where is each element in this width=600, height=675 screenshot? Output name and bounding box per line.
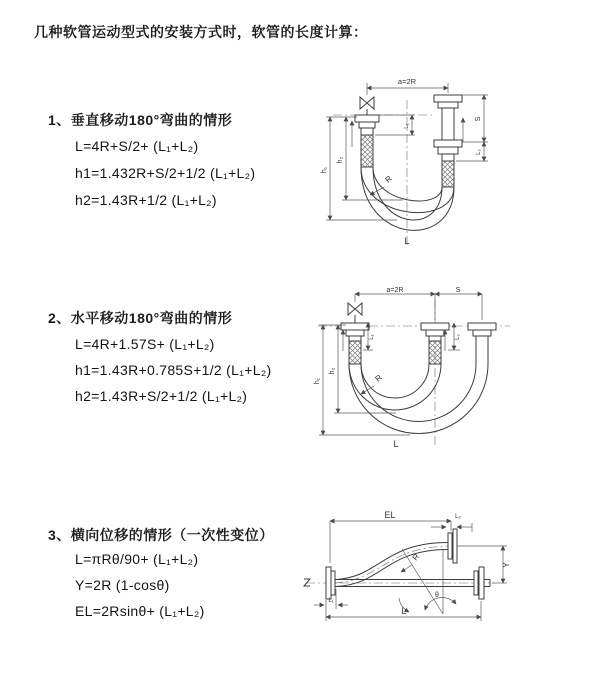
section2-formula-L: L=4R+1.57S+ (L₁+L₂) — [75, 336, 215, 352]
diagram-horizontal-180-bend — [310, 283, 600, 453]
dim-label-y: Y — [502, 562, 511, 568]
flange — [355, 115, 379, 122]
radius-label: R — [383, 173, 394, 185]
hose-u-bend — [361, 167, 454, 230]
dim-label-span: a=2R — [397, 77, 417, 86]
angle-label: θ — [435, 592, 439, 599]
length-label: L — [393, 439, 399, 449]
dimensions — [321, 77, 488, 246]
centerlines — [333, 100, 433, 248]
dim-label-l1: L₁ — [369, 334, 375, 340]
flange — [434, 140, 462, 147]
section2-formula-h1: h1=1.43R+0.785S+1/2 (L₁+L₂) — [75, 362, 272, 378]
angle-arc — [425, 597, 456, 610]
section1-formula-L: L=4R+S/2+ (L₁+L₂) — [75, 138, 199, 154]
radius-label: R — [373, 372, 384, 384]
section1-formula-h1: h1=1.432R+S/2+1/2 (L₁+L₂) — [75, 165, 256, 181]
valve-icon — [348, 303, 355, 315]
flange — [341, 323, 369, 330]
dim-label-l1: L₁ — [404, 123, 410, 129]
top-flange — [448, 529, 457, 563]
section3-formula-EL: EL=2Rsinθ+ (L₁+L₂) — [75, 603, 205, 619]
section3-formula-L: L=πRθ/90+ (L₁+L₂) — [75, 551, 199, 567]
section2-formula-h2: h2=1.43R+S/2+1/2 (L₁+L₂) — [75, 388, 248, 404]
dim-label-l2: L₂ — [455, 514, 461, 520]
section2-heading: 2、水平移动180°弯曲的情形 — [48, 310, 233, 326]
dim-label-h1: h₁ — [321, 166, 328, 174]
dim-label-h2: h₂ — [337, 156, 344, 164]
flange — [434, 95, 462, 102]
braided-hose-section — [442, 161, 454, 187]
right-flange — [474, 567, 484, 599]
length-label: L — [401, 606, 407, 616]
centerlines — [318, 300, 510, 447]
dimensions — [314, 287, 482, 449]
hose-u-bends — [349, 364, 488, 434]
braided-hose-section — [361, 135, 373, 167]
dim-label-s: S — [475, 116, 482, 122]
centerline-break — [304, 579, 310, 586]
left-pipe-end — [341, 303, 369, 364]
section3-heading: 3、横向位移的情形（一次性变位） — [48, 527, 274, 543]
dim-label-l1: L₁ — [328, 598, 334, 604]
valve-icon — [367, 97, 374, 109]
braided-hose-section — [349, 341, 361, 364]
dim-label-span: a=2R — [386, 287, 404, 294]
length-label: L — [404, 236, 410, 246]
section1-heading: 1、垂直移动180°弯曲的情形 — [48, 112, 233, 128]
dim-label-l2: L₂ — [476, 149, 482, 155]
valve-icon — [355, 303, 362, 315]
radius-label: R — [410, 552, 422, 563]
flange — [421, 323, 449, 330]
flange — [468, 323, 496, 330]
right-pipe-end — [434, 95, 463, 187]
diagram-vertical-180-bend — [315, 72, 600, 262]
section1-formula-h2: h2=1.43R+1/2 (L₁+L₂) — [75, 192, 217, 208]
page-title: 几种软管运动型式的安装方式时，软管的长度计算： — [34, 24, 368, 40]
braided-hose-section — [429, 341, 441, 364]
dimensions — [314, 510, 511, 621]
right-pipe-end — [468, 323, 496, 364]
middle-pipe-end — [421, 323, 449, 364]
dim-label-l2: L₂ — [455, 334, 461, 340]
dim-label-s: S — [455, 287, 461, 294]
left-pipe-end — [352, 97, 379, 167]
section3-formula-Y: Y=2R (1-cosθ) — [75, 577, 170, 593]
dim-label-h2: h₂ — [329, 367, 336, 375]
valve-icon — [360, 97, 367, 109]
dim-label-h1: h₁ — [314, 377, 321, 385]
left-flange — [326, 567, 335, 599]
diagram-lateral-displacement — [298, 505, 598, 645]
dim-label-el: EL — [384, 510, 396, 520]
